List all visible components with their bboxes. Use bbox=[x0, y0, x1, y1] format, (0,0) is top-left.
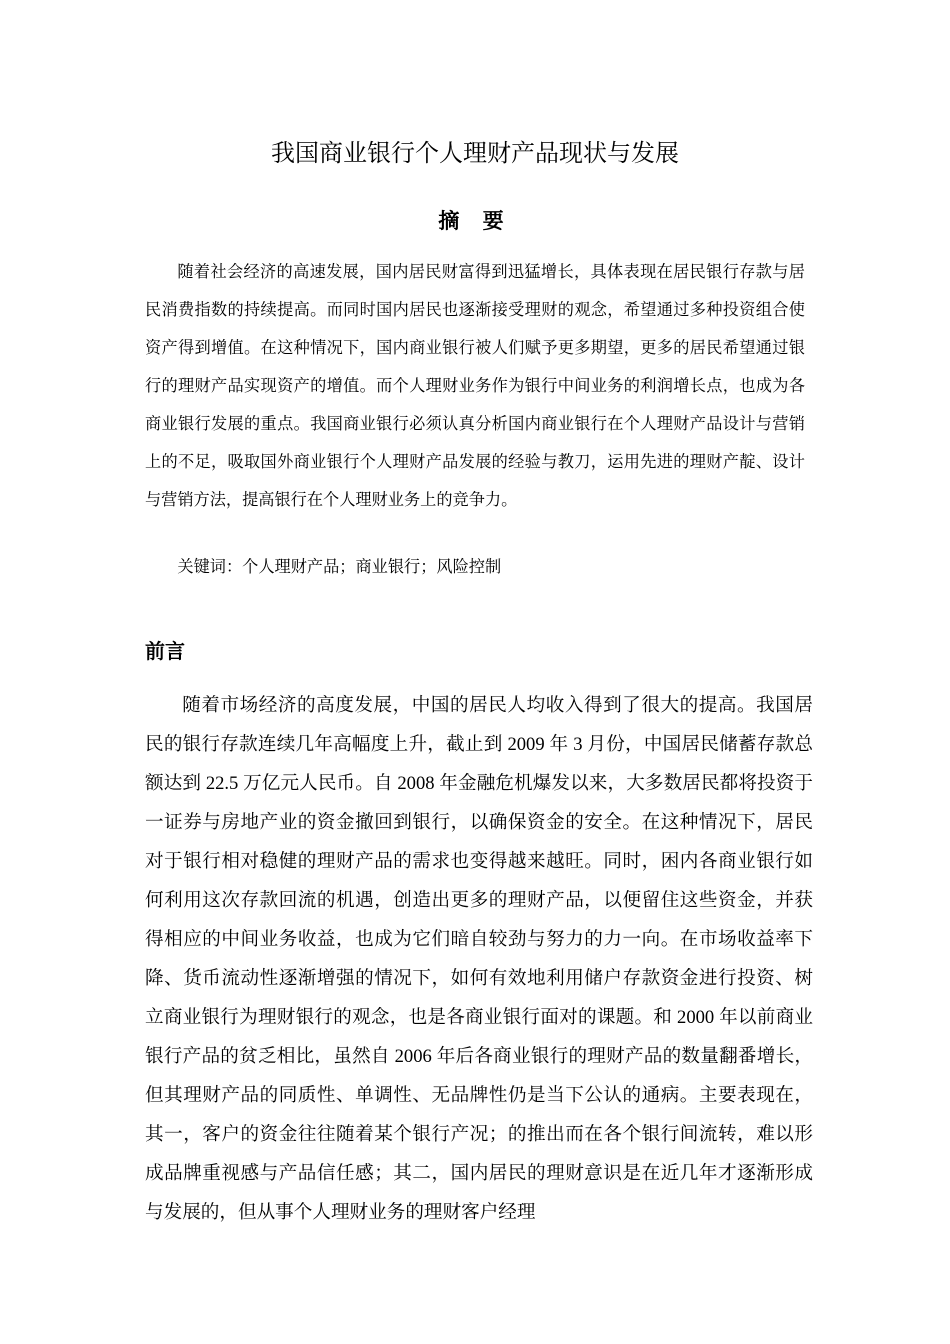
keywords-line: 关键词：个人理财产品；商业银行；风险控制 bbox=[177, 557, 502, 576]
abstract-paragraph: 随着社会经济的高速发展，国内居民财富得到迅猛增长，具体表现在居民银行存款与居民消费指数的持续提高。而同时国内居民也逐渐接受理财的观念，希望通过多种投资组合使资产得到增值。在这种情况下，国内商业银行被人们赋予更多期望，更多的居民希望通过银行的理财产品实现资产的增值。而个人理财业务作为银行中间业务的利润增长点，也成为各商业银行发展的重点。我国商业银行必须认真分析国内商业银行在个人理财产品设计与营销上的不足，吸取国外商业银行个人理财产品发展的经验与教刀，运用先进的理财产靛、设计与营销方法，提高银行在个人理财业务上的竞争力。 bbox=[145, 262, 805, 509]
abstract-heading: 摘 要 bbox=[438, 209, 512, 233]
document-title: 我国商业银行个人理财产品现状与发展 bbox=[271, 139, 679, 167]
preface-paragraph: 随着市场经济的高度发展，中国的居民人均收入得到了很大的提高。我国居民的银行存款连续几年高幅度上升，截止到 2009 年 3 月份，中国居民储蓄存款总额达到 22.5 万亿元人民币。自 2008 年金融危机爆发以来，大多数居民都将投资于一证券与房地产业的资金撤回到银行，以确保资金的安全。在这种情况下，居民对于银行相对稳健的理财产品的需求也变得越来越旺。同时，困内各商业银行如何利用这次存款回流的机遇，创造出更多的理财产品，以便留住这些资金，并获得相应的中间业务收益，也成为它们暗自较劲与努力的力一向。在市场收益率下降、货币流动性逐渐增强的情况下，如何有效地利用储户存款资金进行投资、树立商业银行为理财银行的观念，也是各商业银行面对的课题。和 2000 年以前商业银行产品的贫乏相比，虽然自 2006 年后各商业银行的理财产品的数量翻番增长，但其理财产品的同质性、单调性、无品牌性仍是当下公认的通病。主要表现在，其一，客户的资金往往随着某个银行产况；的推出而在各个银行间流转，难以形成品牌重视感与产品信任感；其二，国内居民的理财意识是在近几年才逐渐形成与发展的，但从事个人理财业务的理财客户经理 bbox=[145, 695, 813, 1223]
section-heading-preface: 前言 bbox=[145, 639, 185, 663]
